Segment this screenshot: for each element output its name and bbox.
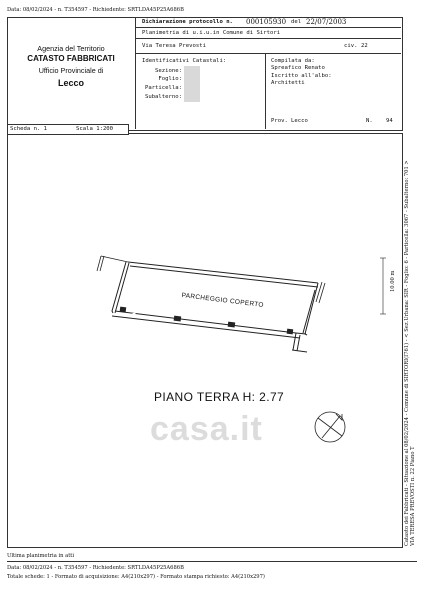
- room-label: PARCHEGGIO COPERTO: [181, 292, 265, 310]
- identificativi-label: Identificativi Catastali:: [142, 58, 227, 64]
- iscritto-label: Iscritto all'albo:: [271, 73, 332, 79]
- top-stamp: Data: 08/02/2024 - n. T354597 - Richiedente: SRTLDA45P25A686B: [7, 7, 184, 13]
- pillar: [120, 307, 127, 313]
- pillar: [228, 322, 236, 328]
- side-text-line2: VIA TERESA PREVOSTI n. 22 Piano T: [410, 446, 416, 546]
- n-label: N.: [366, 118, 373, 124]
- agency-name: Agenzia del Territorio: [37, 44, 105, 53]
- protocol-date: 22/07/2003: [306, 18, 347, 26]
- planimetria-label: Planimetria di u.i.u.in Comune di Sirtori: [142, 30, 281, 36]
- last-plan-note: Ultima planimetria in atti: [7, 553, 75, 559]
- particella-label: Particella:: [144, 85, 182, 91]
- footer-totals: Totale schede: 1 - Formato di acquisizione: A4(210x297) - Formato stampa richiesto: A4(210x297): [7, 574, 265, 580]
- del-label: del: [291, 19, 302, 25]
- scale-mark-label: 10.00 m: [390, 270, 396, 292]
- agency-city: Lecco: [57, 78, 84, 88]
- protocollo-number: 000105930: [246, 18, 287, 26]
- catasto-title: CATASTO FABBRICATI: [27, 54, 115, 63]
- prov-label: Prov.: [271, 118, 288, 124]
- pillar: [287, 329, 294, 335]
- n-value: 94: [386, 118, 393, 124]
- compilata-label: Compilata da:: [271, 58, 315, 64]
- ufficio-label: Ufficio Provinciale di: [38, 66, 104, 75]
- subalterno-label: Subalterno:: [144, 94, 182, 100]
- scheda-label: Scheda n. 1: [10, 126, 48, 132]
- sezione-label: Sezione:: [155, 68, 182, 74]
- address: Via Teresa Prevosti: [142, 43, 206, 49]
- footer-divider: [7, 561, 417, 562]
- watermark: casa.it: [150, 410, 263, 448]
- civ-number: 22: [361, 43, 368, 49]
- pillar: [174, 316, 182, 322]
- compilatore-name: Spreafico Renato: [271, 65, 325, 71]
- civ-label: civ.: [344, 43, 358, 49]
- dichiarazione-label: Dichiarazione protocollo n.: [142, 19, 233, 25]
- albo-name: Architetti: [271, 80, 305, 86]
- side-text-line1: Catasto dei Fabbricati - Situazione al 08/02/2024 - Comune di SIRTORI(I761) - < Sez.Urbana: SIR - Foglio: 6 - Particella: 3067 - Subalterno: 701 >: [404, 160, 410, 546]
- foglio-label: Foglio:: [158, 76, 182, 82]
- footer-stamp: Data: 08/02/2024 - n. T354597 - Richiedente: SRTLDA45P25A686B: [7, 565, 184, 571]
- scala-label: Scala 1:200: [76, 126, 114, 132]
- north-arrow: [315, 412, 345, 442]
- prov-name: Lecco: [291, 118, 308, 124]
- floor-label: PIANO TERRA H: 2.77: [154, 390, 285, 404]
